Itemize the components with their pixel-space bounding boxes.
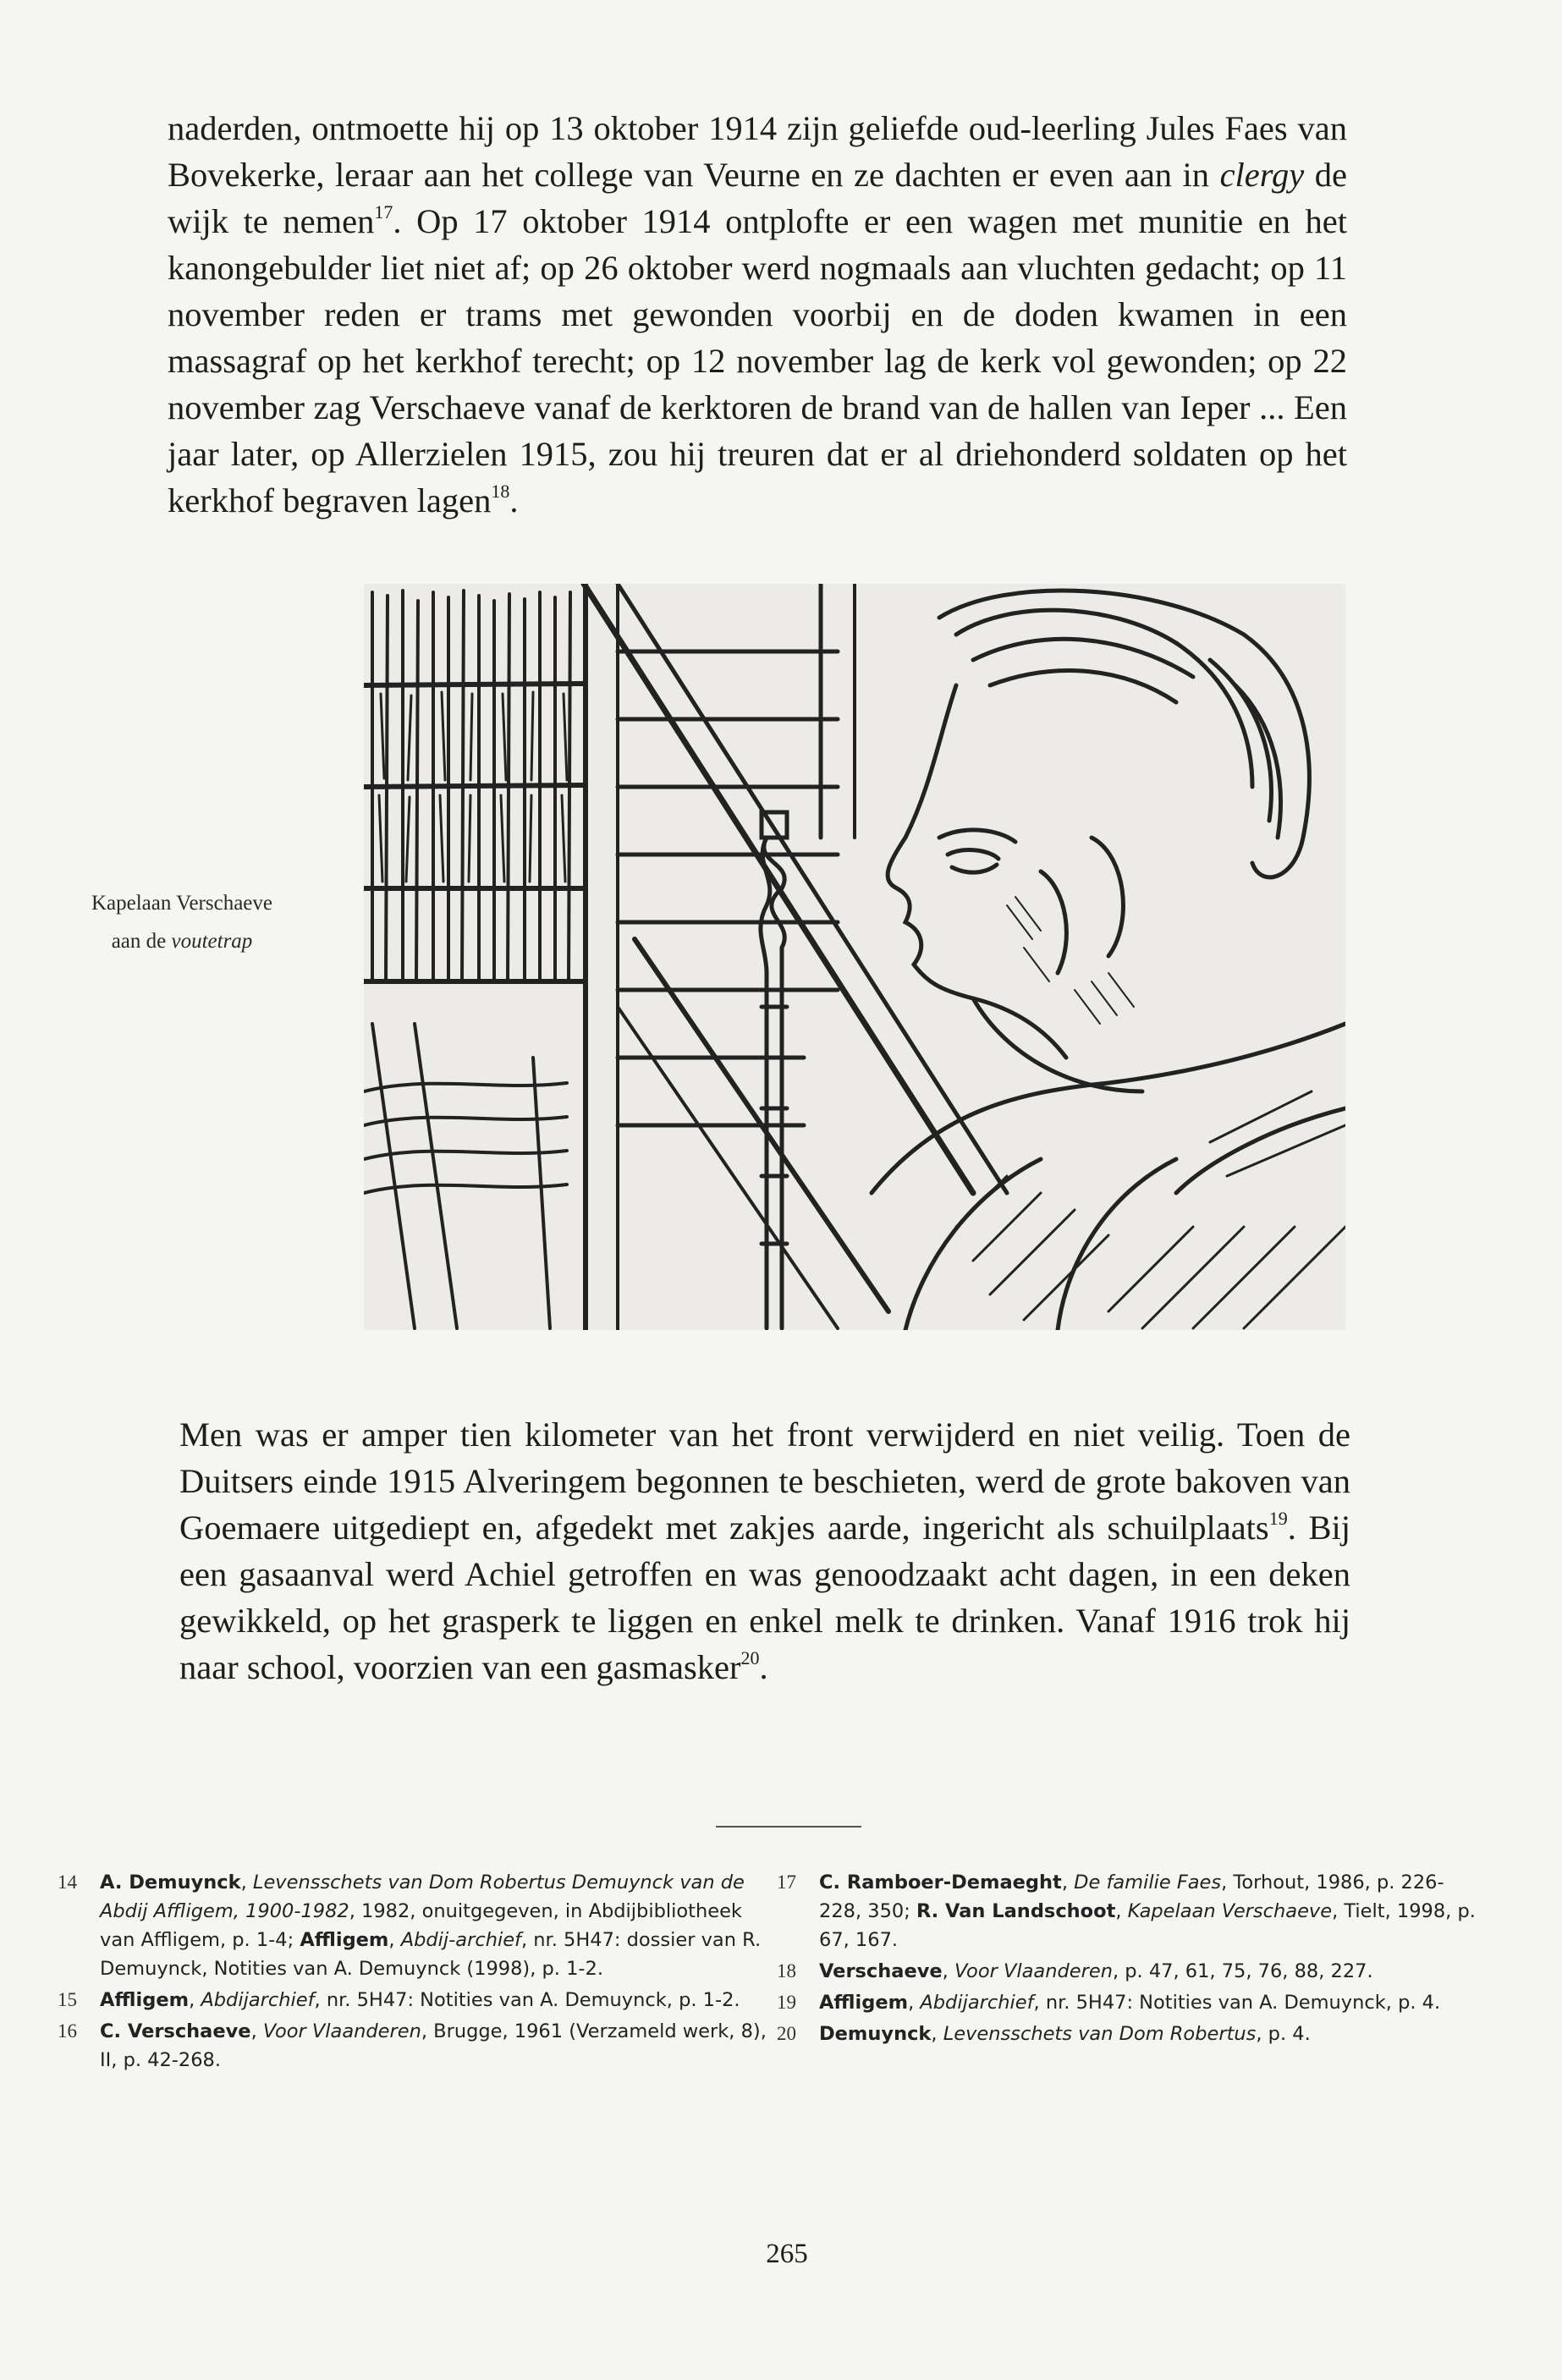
- italic-term: clergy: [1219, 156, 1305, 194]
- footnote-ref: 18: [491, 481, 510, 502]
- footnote-20: [777, 2020, 1484, 2048]
- footnotes-left-column: [58, 1868, 772, 2077]
- footnote-number: 14: [58, 1872, 77, 1893]
- body-paragraph-1: [168, 105, 1347, 524]
- footnote-19: [777, 1988, 1484, 2017]
- figure-caption: [59, 884, 305, 960]
- footnote-number: 17: [777, 1872, 796, 1893]
- paragraph-text: . Bij een gasaanval werd Achiel getroffen en was genoodzaakt acht dagen, in een deken gewikkeld, op het grasperk te liggen en enkel melk te drinken. Vanaf 1916 trok hij naar school, voorzien van een gasmasker: [179, 1509, 1350, 1686]
- footnote-text: A. Demuynck, Levensschets van Dom Robertus Demuynck van de Abdij Affligem, 1900-1982, 1982, onuitgegeven, in Abdijbibliotheek van Affligem, p. 1-4; Affligem, Abdij-archief, nr. 5H47: dossier van R. Demuynck, Notities van A. Demuynck (1998), p. 1-2.: [100, 1872, 762, 1980]
- footnote-text: C. Verschaeve, Voor Vlaanderen, Brugge, 1961 (Verzameld werk, 8), II, p. 42-268.: [100, 2020, 767, 2071]
- paragraph-text: de wijk te nemen: [168, 156, 1347, 240]
- paragraph-text: naderden, ontmoette hij op 13 oktober 1914 zijn geliefde oud-leerling Jules Faes van Bovekerke, leraar aan het college van Veurne en ze dachten er even aan in: [168, 109, 1347, 194]
- paragraph-text: .: [759, 1648, 768, 1686]
- caption-line: Kapelaan Verschaeve: [91, 892, 272, 915]
- footnote-number: 18: [777, 1960, 796, 1982]
- footnote-number: 19: [777, 1992, 796, 2013]
- footnotes-right-column: [777, 1868, 1484, 2051]
- footnote-15: [58, 1986, 772, 2014]
- paragraph-text: .: [509, 481, 519, 519]
- footnote-text: Verschaeve, Voor Vlaanderen, p. 47, 61, 75, 76, 88, 227.: [819, 1960, 1373, 1982]
- footnote-text: Affligem, Abdijarchief, nr. 5H47: Notities van A. Demuynck, p. 1-2.: [100, 1989, 740, 2011]
- page-number: 265: [766, 2239, 808, 2269]
- footnote-number: 15: [58, 1989, 77, 2010]
- paragraph-text: . Op 17 oktober 1914 ontplofte er een wagen met munitie en het kanongebulder liet niet af; op 26 oktober werd nogmaals aan vluchten gedacht; op 11 november reden er trams met gewonden voorbij en de doden kwamen in een massagraf op het kerkhof terecht; op 12 november lag de kerk vol gewonden; op 22 november zag Verschaeve vanaf de kerktoren de brand van de hallen van Ieper ... Een jaar later, op Allerzielen 1915, zou hij treuren dat er al driehonderd soldaten op het kerkhof begraven lagen: [168, 202, 1347, 519]
- footnote-17: [777, 1868, 1484, 1954]
- footnote-ref: 19: [1268, 1508, 1288, 1529]
- footnote-number: 16: [58, 2020, 77, 2042]
- etching-drawing: [364, 584, 1345, 1330]
- footnote-divider: [716, 1826, 861, 1828]
- footnote-text: Affligem, Abdijarchief, nr. 5H47: Notities van A. Demuynck, p. 4.: [819, 1992, 1441, 2014]
- caption-line: aan de voutetrap: [111, 930, 253, 953]
- body-paragraph-2: [179, 1411, 1350, 1690]
- footnote-text: Demuynck, Levensschets van Dom Robertus, p. 4.: [819, 2023, 1311, 2045]
- footnote-18: [777, 1957, 1484, 1986]
- footnote-number: 20: [777, 2023, 796, 2044]
- footnote-16: [58, 2017, 772, 2075]
- footnote-ref: 20: [740, 1647, 760, 1668]
- footnote-text: C. Ramboer-Demaeght, De familie Faes, Torhout, 1986, p. 226-228, 350; R. Van Landschoot, Kapelaan Verschaeve, Tielt, 1998, p. 67, 167.: [819, 1872, 1476, 1951]
- portrait-illustration: [364, 584, 1345, 1330]
- paragraph-text: Men was er amper tien kilometer van het front verwijderd en niet veilig. Toen de Duitsers einde 1915 Alveringem begonnen te beschieten, werd de grote bakoven van Goemaere uitgediept en, afgedekt met zakjes aarde, ingericht als schuilplaats: [179, 1415, 1350, 1547]
- footnote-ref: 17: [374, 201, 393, 223]
- footnote-14: [58, 1868, 772, 1983]
